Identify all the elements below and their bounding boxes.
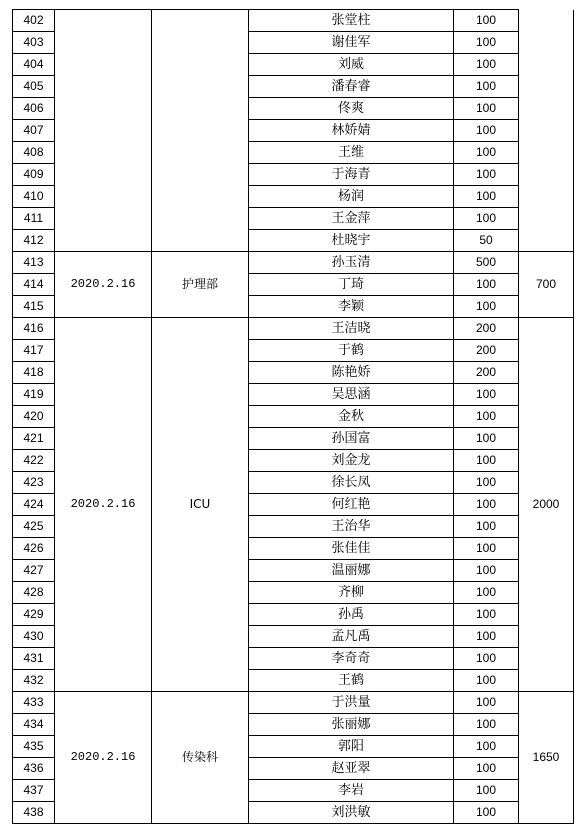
donor-name: 赵亚翠	[249, 758, 454, 780]
group-date: 2020.2.16	[55, 692, 152, 824]
donor-name: 孙禹	[249, 604, 454, 626]
row-number: 407	[13, 120, 55, 142]
donor-name: 潘春睿	[249, 76, 454, 98]
donation-amount: 100	[454, 164, 519, 186]
donor-name: 王维	[249, 142, 454, 164]
donor-name: 李颖	[249, 296, 454, 318]
group-department	[152, 10, 249, 252]
group-total	[519, 10, 574, 252]
donor-name: 孙玉清	[249, 252, 454, 274]
row-number: 412	[13, 230, 55, 252]
group-total: 1650	[519, 692, 574, 824]
donation-amount: 100	[454, 692, 519, 714]
group-date: 2020.2.16	[55, 252, 152, 318]
donation-amount: 100	[454, 626, 519, 648]
row-number: 422	[13, 450, 55, 472]
row-number: 436	[13, 758, 55, 780]
row-number: 421	[13, 428, 55, 450]
donor-name: 齐柳	[249, 582, 454, 604]
row-number: 432	[13, 670, 55, 692]
donor-name: 佟爽	[249, 98, 454, 120]
row-number: 415	[13, 296, 55, 318]
donor-name: 于鹤	[249, 340, 454, 362]
table-row	[13, 692, 574, 714]
donor-name: 温丽娜	[249, 560, 454, 582]
donor-name: 张佳佳	[249, 538, 454, 560]
donor-name: 于洪量	[249, 692, 454, 714]
donation-amount: 200	[454, 362, 519, 384]
donor-name: 林娇婧	[249, 120, 454, 142]
donor-name: 张堂柱	[249, 10, 454, 32]
row-number: 423	[13, 472, 55, 494]
donation-amount: 100	[454, 670, 519, 692]
row-number: 437	[13, 780, 55, 802]
table-row	[13, 318, 574, 340]
row-number: 425	[13, 516, 55, 538]
donation-amount: 100	[454, 538, 519, 560]
row-number: 416	[13, 318, 55, 340]
row-number: 420	[13, 406, 55, 428]
donor-name: 王治华	[249, 516, 454, 538]
row-number: 427	[13, 560, 55, 582]
group-department: 传染科	[152, 692, 249, 824]
donation-amount: 100	[454, 648, 519, 670]
donor-name: 杜晓宇	[249, 230, 454, 252]
row-number: 429	[13, 604, 55, 626]
donation-table-body	[13, 10, 574, 824]
donation-amount: 100	[454, 516, 519, 538]
row-number: 417	[13, 340, 55, 362]
row-number: 430	[13, 626, 55, 648]
row-number: 405	[13, 76, 55, 98]
row-number: 428	[13, 582, 55, 604]
donor-name: 刘威	[249, 54, 454, 76]
donation-amount: 500	[454, 252, 519, 274]
donation-amount: 100	[454, 274, 519, 296]
donation-amount: 100	[454, 296, 519, 318]
donor-name: 刘洪敏	[249, 802, 454, 824]
row-number: 424	[13, 494, 55, 516]
row-number: 434	[13, 714, 55, 736]
group-department: ICU	[152, 318, 249, 692]
donor-name: 孟凡禹	[249, 626, 454, 648]
donor-name: 杨润	[249, 186, 454, 208]
donor-name: 丁琦	[249, 274, 454, 296]
donation-amount: 100	[454, 120, 519, 142]
donation-amount: 100	[454, 208, 519, 230]
donation-amount: 100	[454, 758, 519, 780]
donor-name: 张丽娜	[249, 714, 454, 736]
donation-amount: 100	[454, 76, 519, 98]
row-number: 410	[13, 186, 55, 208]
donation-amount: 200	[454, 340, 519, 362]
row-number: 402	[13, 10, 55, 32]
donation-amount: 100	[454, 802, 519, 824]
donation-amount: 100	[454, 604, 519, 626]
donor-name: 王金萍	[249, 208, 454, 230]
donor-name: 谢佳军	[249, 32, 454, 54]
group-department: 护理部	[152, 252, 249, 318]
donation-amount: 100	[454, 428, 519, 450]
row-number: 426	[13, 538, 55, 560]
donation-amount: 100	[454, 186, 519, 208]
row-number: 438	[13, 802, 55, 824]
donor-name: 孙国富	[249, 428, 454, 450]
donor-name: 徐长凤	[249, 472, 454, 494]
row-number: 403	[13, 32, 55, 54]
row-number: 404	[13, 54, 55, 76]
donor-name: 金秋	[249, 406, 454, 428]
table-row	[13, 10, 574, 32]
donation-amount: 100	[454, 582, 519, 604]
donation-amount: 100	[454, 10, 519, 32]
donation-amount: 100	[454, 494, 519, 516]
donation-amount: 200	[454, 318, 519, 340]
row-number: 413	[13, 252, 55, 274]
donation-amount: 50	[454, 230, 519, 252]
donation-amount: 100	[454, 560, 519, 582]
row-number: 433	[13, 692, 55, 714]
donation-amount: 100	[454, 780, 519, 802]
row-number: 411	[13, 208, 55, 230]
group-total: 2000	[519, 318, 574, 692]
donation-amount: 100	[454, 714, 519, 736]
donation-amount: 100	[454, 54, 519, 76]
donor-name: 李岩	[249, 780, 454, 802]
table-row	[13, 252, 574, 274]
donor-name: 何红艳	[249, 494, 454, 516]
donor-name: 李奇奇	[249, 648, 454, 670]
row-number: 408	[13, 142, 55, 164]
donation-amount: 100	[454, 450, 519, 472]
donor-name: 刘金龙	[249, 450, 454, 472]
donation-amount: 100	[454, 142, 519, 164]
donor-name: 陈艳娇	[249, 362, 454, 384]
group-date: 2020.2.16	[55, 318, 152, 692]
row-number: 431	[13, 648, 55, 670]
group-total: 700	[519, 252, 574, 318]
donation-amount: 100	[454, 472, 519, 494]
row-number: 435	[13, 736, 55, 758]
donor-name: 吴思涵	[249, 384, 454, 406]
group-date	[55, 10, 152, 252]
donation-amount: 100	[454, 98, 519, 120]
row-number: 406	[13, 98, 55, 120]
donation-amount: 100	[454, 406, 519, 428]
row-number: 419	[13, 384, 55, 406]
row-number: 414	[13, 274, 55, 296]
donation-table	[12, 9, 574, 824]
donation-amount: 100	[454, 384, 519, 406]
donation-amount: 100	[454, 32, 519, 54]
donor-name: 王洁晓	[249, 318, 454, 340]
donor-name: 王鹤	[249, 670, 454, 692]
row-number: 418	[13, 362, 55, 384]
donation-amount: 100	[454, 736, 519, 758]
donor-name: 郭阳	[249, 736, 454, 758]
donor-name: 于海青	[249, 164, 454, 186]
row-number: 409	[13, 164, 55, 186]
